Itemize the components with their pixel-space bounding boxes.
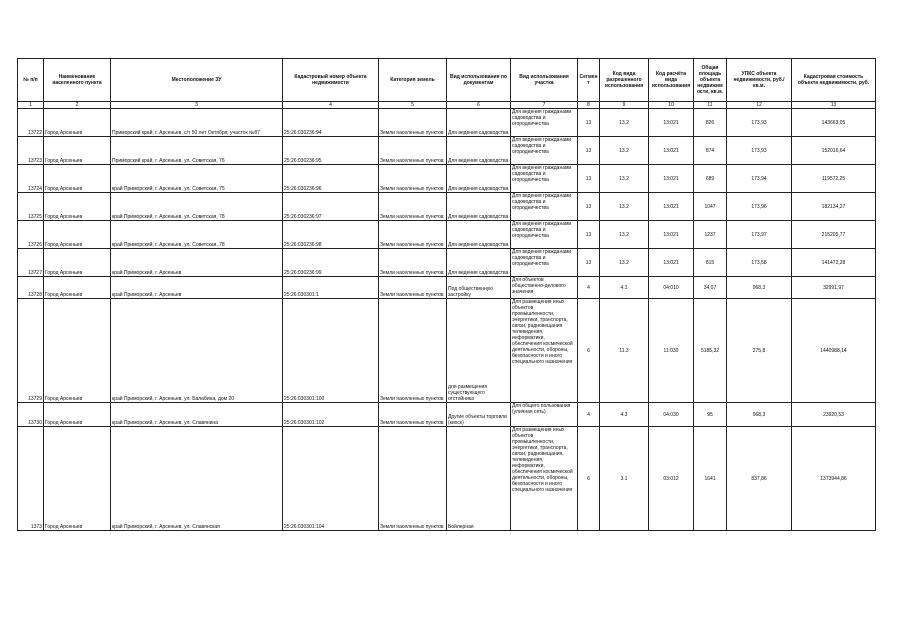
cell-upks: 173,93 <box>727 109 792 137</box>
cell-upks: 173,58 <box>727 249 792 277</box>
table-row <box>18 299 876 403</box>
column-header: Сегмент <box>578 59 600 102</box>
cell-code-calc: 03:012 <box>649 427 694 531</box>
cell-use-doc: Для ведения садоводства <box>447 109 511 137</box>
cell-code-calc: 04:010 <box>649 277 694 299</box>
cell-code-permitted: 13.2 <box>600 137 649 165</box>
cell-segment: 13 <box>578 137 600 165</box>
table-row <box>18 109 876 137</box>
cell-use-actual: Для ведения гражданами садоводства и огородничества <box>511 221 578 249</box>
cell-location: край Приморский, г. Арсеньев, ул. Советская, 78 <box>111 193 283 221</box>
table-body <box>18 109 876 531</box>
cell-num: 13725 <box>18 193 44 221</box>
table-row <box>18 165 876 193</box>
cell-cadastral: 25:26:030236:98 <box>283 221 379 249</box>
column-header: УПКС объекта недвижимости, руб./кв.м. <box>727 59 792 102</box>
cell-code-calc: 04:030 <box>649 403 694 427</box>
cell-settlement: Город Арсеньев <box>44 277 111 299</box>
table-row <box>18 277 876 299</box>
cell-category: Земли населенных пунктов <box>379 249 447 277</box>
cell-cadastral: 25:26:030301:100 <box>283 299 379 403</box>
cell-value: 152016,64 <box>792 137 876 165</box>
column-header: Местоположение ЗУ <box>111 59 283 102</box>
column-number-row <box>18 102 876 109</box>
cell-area: 1641 <box>694 427 727 531</box>
cell-code-calc: 13:021 <box>649 249 694 277</box>
table-row <box>18 403 876 427</box>
cell-segment: 4 <box>578 403 600 427</box>
cell-area: 689 <box>694 165 727 193</box>
cell-cadastral: 25:26:030236:94 <box>283 109 379 137</box>
table-row <box>18 221 876 249</box>
table-row <box>18 249 876 277</box>
column-number: 1 <box>18 102 44 109</box>
column-number: 6 <box>447 102 511 109</box>
column-header: № п/п <box>18 59 44 102</box>
cell-use-doc: Для ведения садоводства <box>447 249 511 277</box>
cell-settlement: Город Арсеньев <box>44 299 111 403</box>
cell-value: 143663,05 <box>792 109 876 137</box>
cell-cadastral: 25:26:030301:104 <box>283 427 379 531</box>
cell-code-permitted: 13.2 <box>600 221 649 249</box>
cell-code-permitted: 13.2 <box>600 109 649 137</box>
cell-use-actual: Для ведения гражданами садоводства и огородничества <box>511 165 578 193</box>
cell-num: 13729 <box>18 299 44 403</box>
column-number: 13 <box>792 102 876 109</box>
cell-category: Земли населенных пунктов <box>379 427 447 531</box>
cell-category: Земли населенных пунктов <box>379 299 447 403</box>
cell-location: край Приморский, г. Арсеньев, ул. Балабина, дом 20 <box>111 299 283 403</box>
cell-category: Земли населенных пунктов <box>379 109 447 137</box>
cell-category: Земли населенных пунктов <box>379 277 447 299</box>
column-header: Наименование населенного пункта <box>44 59 111 102</box>
cell-cadastral: 25:26:030236:97 <box>283 193 379 221</box>
table-row <box>18 193 876 221</box>
header-row <box>18 59 876 102</box>
cell-value: 141472,28 <box>792 249 876 277</box>
cell-category: Земли населенных пунктов <box>379 137 447 165</box>
cell-area: 5185,32 <box>694 299 727 403</box>
cell-code-calc: 13:021 <box>649 109 694 137</box>
column-header: Код вида разрешенного использования <box>600 59 649 102</box>
column-number: 7 <box>511 102 578 109</box>
cell-settlement: Город Арсеньев <box>44 137 111 165</box>
cell-value: 1440988,14 <box>792 299 876 403</box>
table-row <box>18 137 876 165</box>
cell-code-permitted: 4.3 <box>600 403 649 427</box>
column-number: 3 <box>111 102 283 109</box>
column-number: 10 <box>649 102 694 109</box>
cell-code-permitted: 13.2 <box>600 165 649 193</box>
cell-code-permitted: 13.2 <box>600 193 649 221</box>
cell-segment: 13 <box>578 193 600 221</box>
cell-use-doc: Для ведения садоводства <box>447 193 511 221</box>
cell-use-doc: Для ведения садоводства <box>447 221 511 249</box>
cell-segment: 4 <box>578 277 600 299</box>
cell-code-calc: 13:021 <box>649 221 694 249</box>
cell-use-doc: для размещения существующего отстойника <box>447 299 511 403</box>
cell-num: 13726 <box>18 221 44 249</box>
cell-category: Земли населенных пунктов <box>379 165 447 193</box>
cell-category: Земли населенных пунктов <box>379 221 447 249</box>
cell-code-calc: 13:021 <box>649 165 694 193</box>
cell-location: край Приморский, г. Арсеньев, ул. Славянская <box>111 427 283 531</box>
cell-use-doc: Под общественную застройку <box>447 277 511 299</box>
column-header: Категория земель <box>379 59 447 102</box>
cell-cadastral: 25:26:030301:102 <box>283 403 379 427</box>
cell-area: 1237 <box>694 221 727 249</box>
cell-use-actual: Для объектов общественно-делового значения <box>511 277 578 299</box>
cell-use-doc: Для ведения садоводства <box>447 137 511 165</box>
cell-use-doc: Бойлерная <box>447 427 511 531</box>
cell-code-permitted: 13.2 <box>600 249 649 277</box>
table-row <box>18 427 876 531</box>
column-header: Код расчёта вида использования <box>649 59 694 102</box>
cell-segment: 13 <box>578 109 600 137</box>
cell-segment: 6 <box>578 427 600 531</box>
cell-upks: 968,3 <box>727 277 792 299</box>
cell-num: 13723 <box>18 137 44 165</box>
cadastral-value-table-sheet <box>17 58 875 531</box>
column-header: Кадастровая стоимость объекта недвижимости, руб. <box>792 59 876 102</box>
cell-use-doc: Для ведения садоводства <box>447 165 511 193</box>
cell-use-actual: Для ведения гражданами садоводства и огородничества <box>511 137 578 165</box>
cell-upks: 837,86 <box>727 427 792 531</box>
cell-value: 119572,25 <box>792 165 876 193</box>
cell-location: край Приморский, г. Арсеньев, ул. Славянина <box>111 403 283 427</box>
cell-num: 1373 <box>18 427 44 531</box>
cell-code-permitted: 4.1 <box>600 277 649 299</box>
cell-segment: 6 <box>578 299 600 403</box>
cell-settlement: Город Арсеньев <box>44 165 111 193</box>
cell-area: 826 <box>694 109 727 137</box>
column-number: 9 <box>600 102 649 109</box>
cell-cadastral: 25:26:030236:99 <box>283 249 379 277</box>
cell-cadastral: 25:26:030301:1 <box>283 277 379 299</box>
cell-use-actual: Для размещения иных объектов промышленности, энергетики, транспорта, связи, радиовещания, телевидения, информатики, обеспечения космической деятельности, обороны, безопасности и иного специального назначения <box>511 427 578 531</box>
cell-num: 13730 <box>18 403 44 427</box>
cell-num: 13724 <box>18 165 44 193</box>
column-header: Вид использования по документам <box>447 59 511 102</box>
cell-use-actual: Для общего пользования (уличная сеть) <box>511 403 578 427</box>
cell-segment: 13 <box>578 165 600 193</box>
column-number: 12 <box>727 102 792 109</box>
cell-value: 32991,97 <box>792 277 876 299</box>
cell-cadastral: 25:26:030236:95 <box>283 137 379 165</box>
cell-upks: 173,96 <box>727 193 792 221</box>
cell-location: край Приморский, г. Арсеньев, ул. Советская, 78 <box>111 221 283 249</box>
cell-code-calc: 13:021 <box>649 193 694 221</box>
cell-use-actual: Для ведения гражданами садоводства и огородничества <box>511 249 578 277</box>
cell-num: 13722 <box>18 109 44 137</box>
cell-cadastral: 25:26:030236:96 <box>283 165 379 193</box>
cell-code-permitted: 11.3 <box>600 299 649 403</box>
cell-location: край Приморский, г. Арсеньев <box>111 249 283 277</box>
cell-code-calc: 11:030 <box>649 299 694 403</box>
cell-code-calc: 13:021 <box>649 137 694 165</box>
cell-upks: 173,94 <box>727 165 792 193</box>
cadastral-value-table <box>17 58 876 531</box>
cell-category: Земли населенных пунктов <box>379 193 447 221</box>
cell-location: край Приморский, г. Арсеньев, ул. Советская, 75 <box>111 165 283 193</box>
cell-settlement: Город Арсеньев <box>44 249 111 277</box>
cell-settlement: Город Арсеньев <box>44 193 111 221</box>
cell-use-actual: Для ведения гражданами садоводства и огородничества <box>511 109 578 137</box>
cell-upks: 275,8 <box>727 299 792 403</box>
column-header: Кадастровый номер объекта недвижимости <box>283 59 379 102</box>
cell-use-actual: Для размещения иных объектов промышленности, энергетики, транспорта, связи, радиовещания телевидения, информатики, обеспечения космической деятельности, обороны, безопасности и иного специального назначения <box>511 299 578 403</box>
cell-upks: 968,3 <box>727 403 792 427</box>
column-number: 11 <box>694 102 727 109</box>
column-header: Общая площадь объекта недвижим ости, кв.м. <box>694 59 727 102</box>
cell-value: 182134,27 <box>792 193 876 221</box>
cell-value: 1373944,86 <box>792 427 876 531</box>
cell-code-permitted: 3.1 <box>600 427 649 531</box>
cell-area: 34,07 <box>694 277 727 299</box>
cell-settlement: Город Арсеньев <box>44 427 111 531</box>
cell-location: край Приморский, г. Арсеньев <box>111 277 283 299</box>
cell-num: 13727 <box>18 249 44 277</box>
cell-area: 815 <box>694 249 727 277</box>
cell-value: 215205,77 <box>792 221 876 249</box>
cell-settlement: Город Арсеньев <box>44 109 111 137</box>
cell-area: 1047 <box>694 193 727 221</box>
cell-location: Приморский край, г. Арсеньев, ул. Советская, 76 <box>111 137 283 165</box>
cell-settlement: Город Арсеньев <box>44 403 111 427</box>
column-number: 5 <box>379 102 447 109</box>
cell-location: Приморский край, г. Арсеньев, с/т 50 лет Октября, участок №87 <box>111 109 283 137</box>
column-number: 8 <box>578 102 600 109</box>
column-number: 2 <box>44 102 111 109</box>
column-number: 4 <box>283 102 379 109</box>
cell-num: 13728 <box>18 277 44 299</box>
cell-segment: 13 <box>578 249 600 277</box>
cell-area: 874 <box>694 137 727 165</box>
cell-area: 95 <box>694 403 727 427</box>
column-header: Вид использования участка <box>511 59 578 102</box>
cell-settlement: Город Арсеньев <box>44 221 111 249</box>
cell-upks: 173,93 <box>727 137 792 165</box>
cell-segment: 13 <box>578 221 600 249</box>
cell-value: 23920,53 <box>792 403 876 427</box>
cell-use-actual: Для ведения гражданами садоводства и огородничества <box>511 193 578 221</box>
cell-use-doc: Другие объекты торговли (киоск) <box>447 403 511 427</box>
cell-upks: 173,97 <box>727 221 792 249</box>
cell-category: Земли населенных пунктов <box>379 403 447 427</box>
